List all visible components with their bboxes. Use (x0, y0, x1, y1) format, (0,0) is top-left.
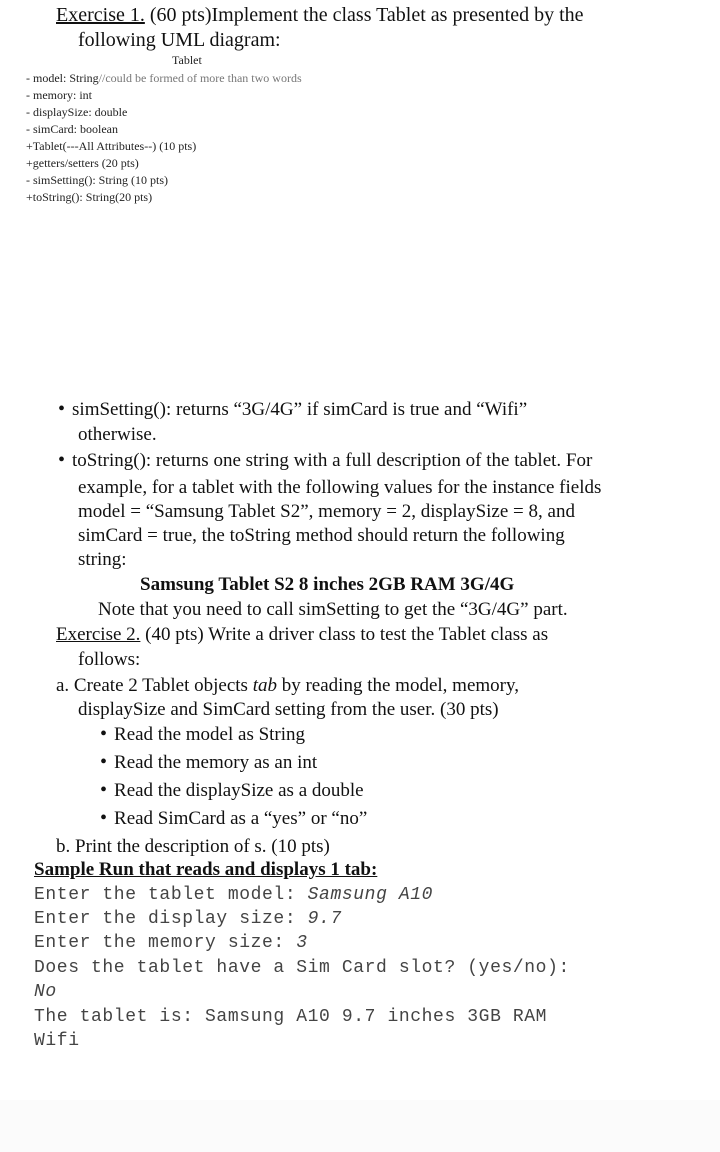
sample-prompt-memory: Enter the memory size: (34, 933, 297, 953)
uml-attr-display: - displaySize: double (26, 105, 128, 119)
uml-method-tostring: +toString(): String(20 pts) (26, 190, 153, 204)
uml-attr-model-text: - model: String (26, 71, 99, 85)
sample-prompt-display: Enter the display size: (34, 909, 308, 929)
exercise2-header-text: (40 pts) Write a driver class to test the Tablet class as (145, 624, 549, 645)
example-output: Samsung Tablet S2 8 inches 2GB RAM 3G/4G (140, 574, 515, 595)
sample-line-model (34, 883, 433, 907)
exercise1-header (56, 3, 584, 27)
exercise1-header-line2: following UML diagram: (78, 29, 281, 51)
sub-bullet-memory: • Read the memory as an int (100, 750, 317, 775)
sample-line-memory (34, 931, 308, 955)
page-bottom-shade (0, 1100, 720, 1152)
step-a (56, 674, 519, 698)
exercise1-header-text: (60 pts)Implement the class Tablet as presented by the (149, 4, 584, 26)
sample-output-line1: The tablet is: Samsung A10 9.7 inches 3GB RAM (34, 1007, 548, 1027)
step-a-post: by reading the model, memory, (276, 675, 519, 696)
exercise2-label: Exercise 2. (56, 624, 141, 645)
bullet-simsetting-line2: otherwise. (78, 424, 157, 445)
uml-attr-model (26, 70, 302, 86)
note-text: Note that you need to call simSetting to get the “3G/4G” part. (98, 599, 568, 620)
bullet-tostring: • toString(): returns one string with a full description of the tablet. For (58, 448, 592, 473)
uml-attr-model-comment: //could be formed of more than two words (98, 71, 302, 85)
sample-value-sim: No (34, 982, 57, 1002)
sub-bullet-display: • Read the displaySize as a double (100, 778, 364, 803)
step-a-pre: a. Create 2 Tablet objects (56, 675, 253, 696)
sample-prompt-model: Enter the tablet model: (34, 885, 308, 905)
bullet-tostring-line2: example, for a tablet with the following values for the instance fields (78, 477, 602, 498)
sample-value-memory: 3 (296, 933, 308, 953)
bullet-simsetting: • simSetting(): returns “3G/4G” if simCard is true and “Wifi” (58, 397, 527, 422)
uml-class-name: Tablet (172, 53, 202, 67)
sub-bullet-simcard: • Read SimCard as a “yes” or “no” (100, 806, 367, 831)
sample-run-title: Sample Run that reads and displays 1 tab: (34, 859, 378, 880)
exercise2-header-line2: follows: (78, 649, 141, 670)
uml-method-simsetting: - simSetting(): String (10 pts) (26, 173, 168, 187)
sample-prompt-sim: Does the tablet have a Sim Card slot? (yes/no): (34, 958, 570, 978)
uml-attr-sim: - simCard: boolean (26, 122, 118, 136)
sample-line-sim-value (34, 980, 57, 1004)
bullet-tostring-line3: model = “Samsung Tablet S2”, memory = 2, displaySize = 8, and (78, 501, 575, 522)
sample-value-display: 9.7 (307, 909, 342, 929)
step-b: b. Print the description of s. (10 pts) (56, 836, 330, 857)
step-a-emphasis: tab (252, 675, 277, 696)
sample-value-model: Samsung A10 (307, 885, 434, 905)
bullet-tostring-line5: string: (78, 549, 127, 570)
uml-method-getset: +getters/setters (20 pts) (26, 156, 139, 170)
bullet-tostring-line4: simCard = true, the toString method should return the following (78, 525, 565, 546)
sample-line-display (34, 907, 342, 931)
sample-output-line2: Wifi (34, 1031, 80, 1051)
exercise1-label: Exercise 1. (56, 4, 145, 26)
uml-method-constructor: +Tablet(---All Attributes--) (10 pts) (26, 139, 197, 153)
exercise2-header (56, 623, 548, 647)
uml-attr-memory: - memory: int (26, 88, 92, 102)
step-a-line2: displaySize and SimCard setting from the user. (30 pts) (78, 699, 499, 720)
sub-bullet-model: • Read the model as String (100, 722, 305, 747)
